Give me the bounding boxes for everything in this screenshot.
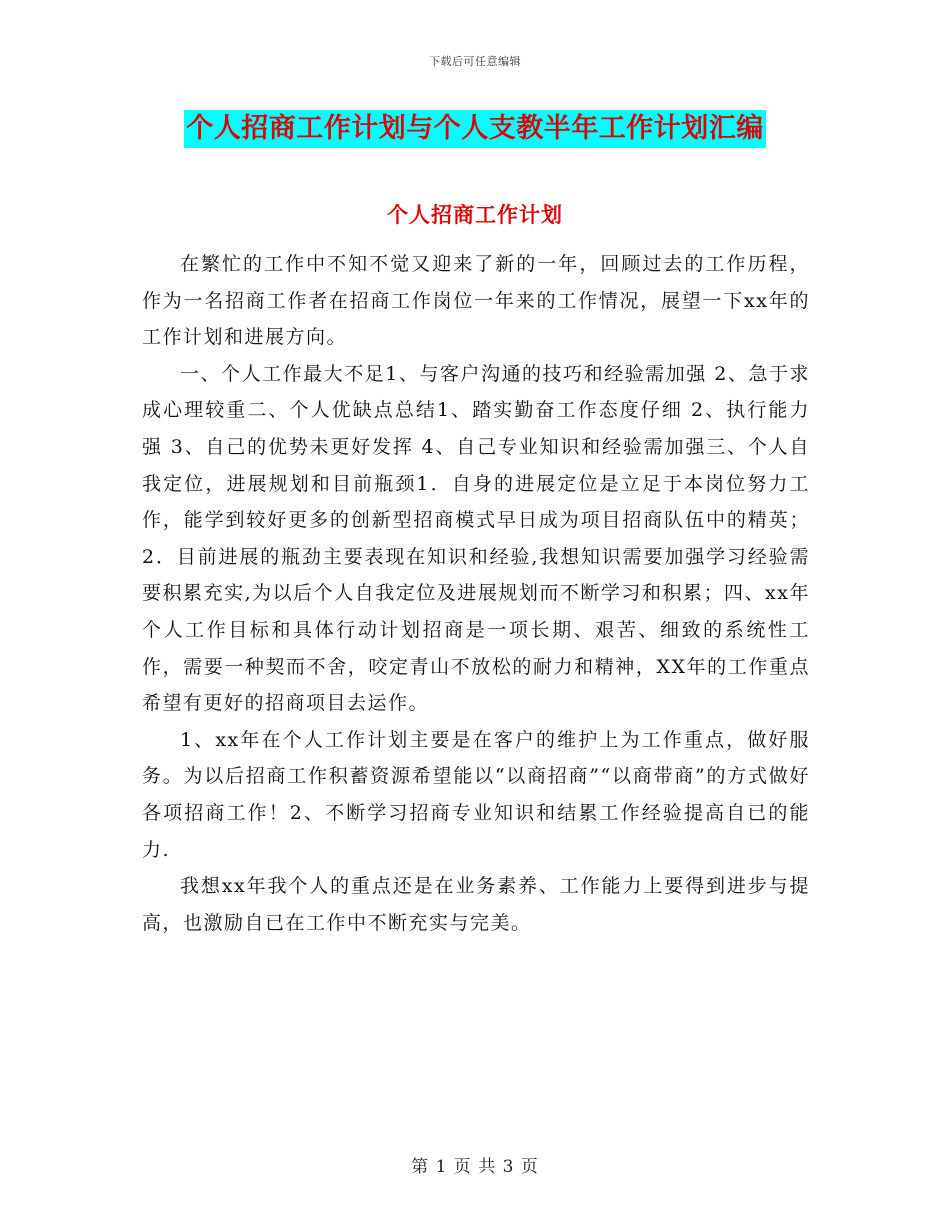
document-body — [142, 246, 810, 941]
document-title-container — [0, 110, 950, 148]
document-title: 个人招商工作计划与个人支教半年工作计划汇编 — [184, 110, 766, 148]
header-note: 下载后可任意编辑 — [429, 55, 521, 68]
page-number-footer: 第 1 页 共 3 页 — [411, 1157, 539, 1177]
paragraph-2: 一、个人工作最大不足1、与客户沟通的技巧和经验需加强 2、急于求成心理较重二、个人优缺点总结1、踏实勤奋工作态度仔细 2、执行能力强 3、自己的优势未更好发挥 4、自己专业知识和经验需加强三、个人自我定位，进展规划和目前瓶颈1．自身的进展定位是立足于本岗位努力工作，能学到较好更多的创新型招商模式早日成为项目招商队伍中的精英；2．目前进展的瓶劲主要表现在知识和经验,我想知识需要加强学习经验需要积累充实,为以后个人自我定位及进展规划而不断学习和积累；四、xx年个人工作目标和具体行动计划招商是一项长期、艰苦、细致的系统性工作，需要一种契而不舍，咬定青山不放松的耐力和精神，XX年的工作重点希望有更好的招商项目去运作。 — [142, 362, 810, 715]
paragraph-1: 在繁忙的工作中不知不觉又迎来了新的一年，回顾过去的工作历程，作为一名招商工作者在招商工作岗位一年来的工作情况，展望一下xx年的工作计划和进展方向。 — [142, 253, 810, 349]
paragraph-4: 我想xx年我个人的重点还是在业务素养、工作能力上要得到进步与提高，也激励自已在工作中不断充实与完美。 — [142, 875, 810, 934]
paragraph-3: 1、xx年在个人工作计划主要是在客户的维护上为工作重点，做好服务。为以后招商工作积蓄资源希望能以“以商招商”“以商带商”的方式做好各项招商工作！2、不断学习招商专业知识和结累工作经验提高自已的能力. — [142, 728, 810, 861]
section-title: 个人招商工作计划 — [387, 202, 563, 227]
